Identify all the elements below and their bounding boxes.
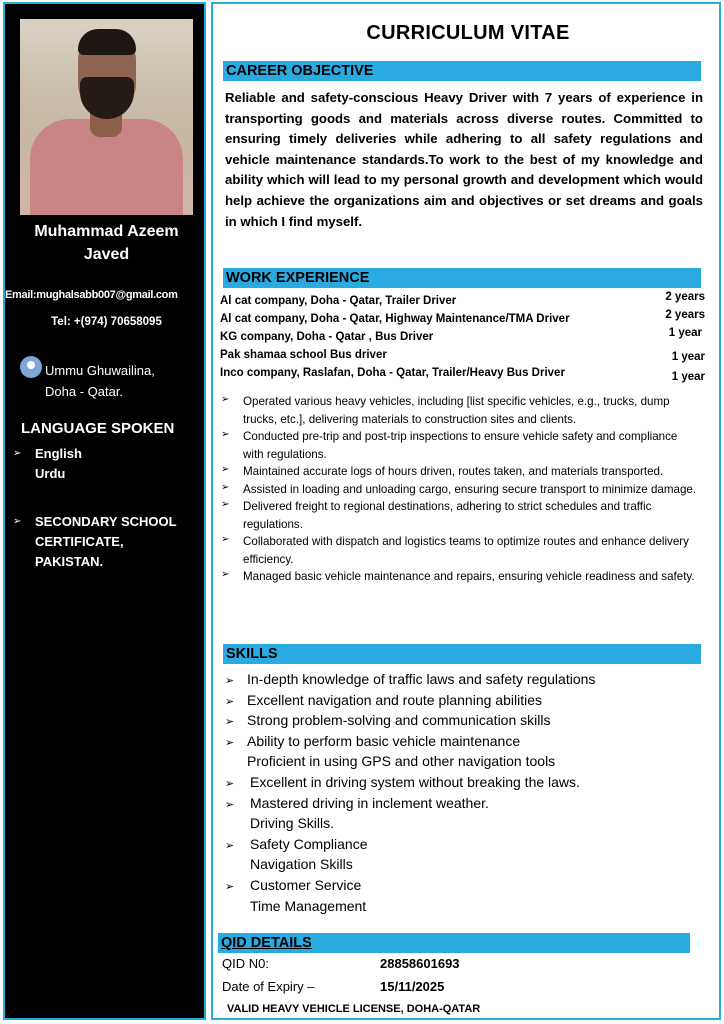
work-experience-heading: WORK EXPERIENCE [223, 268, 701, 288]
language-item: Urdu [35, 466, 66, 481]
qid-heading [218, 933, 690, 953]
skill-item: ➢ Ability to perform basic vehicle maintenance [225, 731, 695, 752]
education-line: CERTIFICATE, [35, 534, 124, 549]
skill-item: ➢ In-depth knowledge of traffic laws and safety regulations [225, 669, 695, 690]
qid-details [222, 952, 702, 1021]
education-line: PAKISTAN. [35, 554, 104, 569]
languages-heading: LANGUAGE SPOKEN [21, 420, 175, 437]
duty-item: ➢ Maintained accurate logs of hours driven, routes taken, and materials transported. [221, 463, 701, 481]
job-duration: 1 year [668, 327, 702, 339]
job-duration: 2 years [665, 309, 705, 321]
job-row [220, 364, 710, 382]
skill-item: Driving Skills. [250, 815, 335, 832]
sidebar [3, 2, 206, 1020]
skill-item: ➢ Customer Service [225, 875, 695, 896]
education-line: ➢ SECONDARY SCHOOL [35, 514, 177, 529]
career-objective-heading: CAREER OBJECTIVE [223, 61, 701, 81]
job-title: Al cat company, Doha - Qatar, Trailer Driver [220, 295, 457, 307]
job-row [220, 292, 710, 310]
languages-list [13, 444, 82, 484]
qid-heading-text: QID DETAILS [221, 935, 312, 951]
job-row [220, 346, 710, 364]
duty-item: ➢ Managed basic vehicle maintenance and repairs, ensuring vehicle readiness and safety. [221, 568, 701, 586]
job-duration: 2 years [665, 291, 705, 303]
duties-list [221, 393, 701, 586]
job-title: Inco company, Raslafan, Doha - Qatar, Trailer/Heavy Bus Driver [220, 367, 565, 379]
main-content [211, 2, 721, 1020]
job-title: Al cat company, Doha - Qatar, Highway Maintenance/TMA Driver [220, 313, 570, 325]
qid-label: QID N0: [222, 956, 269, 971]
duty-item: ➢ Operated various heavy vehicles, including [list specific vehicles, e.g., trucks, dump trucks, etc.], delivering materials to construction sites and clients. [221, 393, 701, 428]
email-text: Email:mughalsabb007@gmail.com [5, 289, 178, 301]
expiry-label: Date of Expiry – [222, 979, 315, 994]
license-text: VALID HEAVY VEHICLE LICENSE, DOHA-QATAR [227, 1003, 481, 1015]
job-title: Pak shamaa school Bus driver [220, 349, 387, 361]
job-title: KG company, Doha - Qatar , Bus Driver [220, 331, 434, 343]
skill-item: Proficient in using GPS and other navigation tools [247, 753, 556, 770]
duty-item: ➢ Conducted pre-trip and post-trip inspections to ensure vehicle safety and compliance with regulations. [221, 428, 701, 463]
skill-item: Time Management [250, 897, 367, 914]
career-objective-text: Reliable and safety-conscious Heavy Driver with 7 years of experience in transporting goods and materials across diverse routes. Committed to ensuring timely deliveries while adhering to all safety regulations and vehicle maintenance standards.To work to the best of my knowledge and ability which will lead to my personal growth and development which would help achieve the organizations aim and objectives or set dreams and goals in which I find myself. [225, 90, 703, 229]
skill-item: Navigation Skills [250, 856, 353, 873]
phone-text: Tel: +(974) 70658095 [51, 316, 162, 328]
expiry-row [222, 975, 702, 998]
jobs-list [220, 292, 710, 382]
name-line-1: Muhammad Azeem [34, 223, 179, 240]
duty-item: ➢ Assisted in loading and unloading cargo, ensuring secure transport to minimize damage. [221, 481, 701, 499]
map-pin-icon [20, 356, 42, 378]
skills-list [225, 669, 695, 916]
language-item: ➢ English [13, 444, 82, 464]
education-item [13, 512, 225, 572]
job-duration: 1 year [671, 351, 705, 363]
expiry-value: 15/11/2025 [380, 979, 445, 994]
name-line-2: Javed [83, 246, 130, 263]
qid-row [222, 952, 702, 975]
page-title: CURRICULUM VITAE [366, 22, 570, 44]
person-name [5, 220, 208, 266]
job-row [220, 328, 710, 346]
skill-item: ➢ Excellent in driving system without breaking the laws. [225, 772, 695, 793]
address [45, 360, 155, 402]
profile-photo [20, 19, 193, 215]
duty-item: ➢ Collaborated with dispatch and logistics teams to optimize routes and enhance delivery efficiency. [221, 533, 701, 568]
skill-item: ➢ Mastered driving in inclement weather. [225, 793, 695, 814]
skills-heading: SKILLS [223, 644, 701, 664]
skill-item: ➢ Strong problem-solving and communication skills [225, 710, 695, 731]
job-duration: 1 year [671, 371, 705, 383]
job-row [220, 310, 710, 328]
address-line-2: Doha - Qatar. [45, 384, 124, 399]
skill-item: ➢ Excellent navigation and route planning abilities [225, 690, 695, 711]
qid-value: 28858601693 [380, 956, 460, 971]
address-line-1: Ummu Ghuwailina, [45, 363, 155, 378]
skill-item: ➢ Safety Compliance [225, 834, 695, 855]
duty-item: ➢ Delivered freight to regional destinations, adhering to strict schedules and traffic regulations. [221, 498, 701, 533]
